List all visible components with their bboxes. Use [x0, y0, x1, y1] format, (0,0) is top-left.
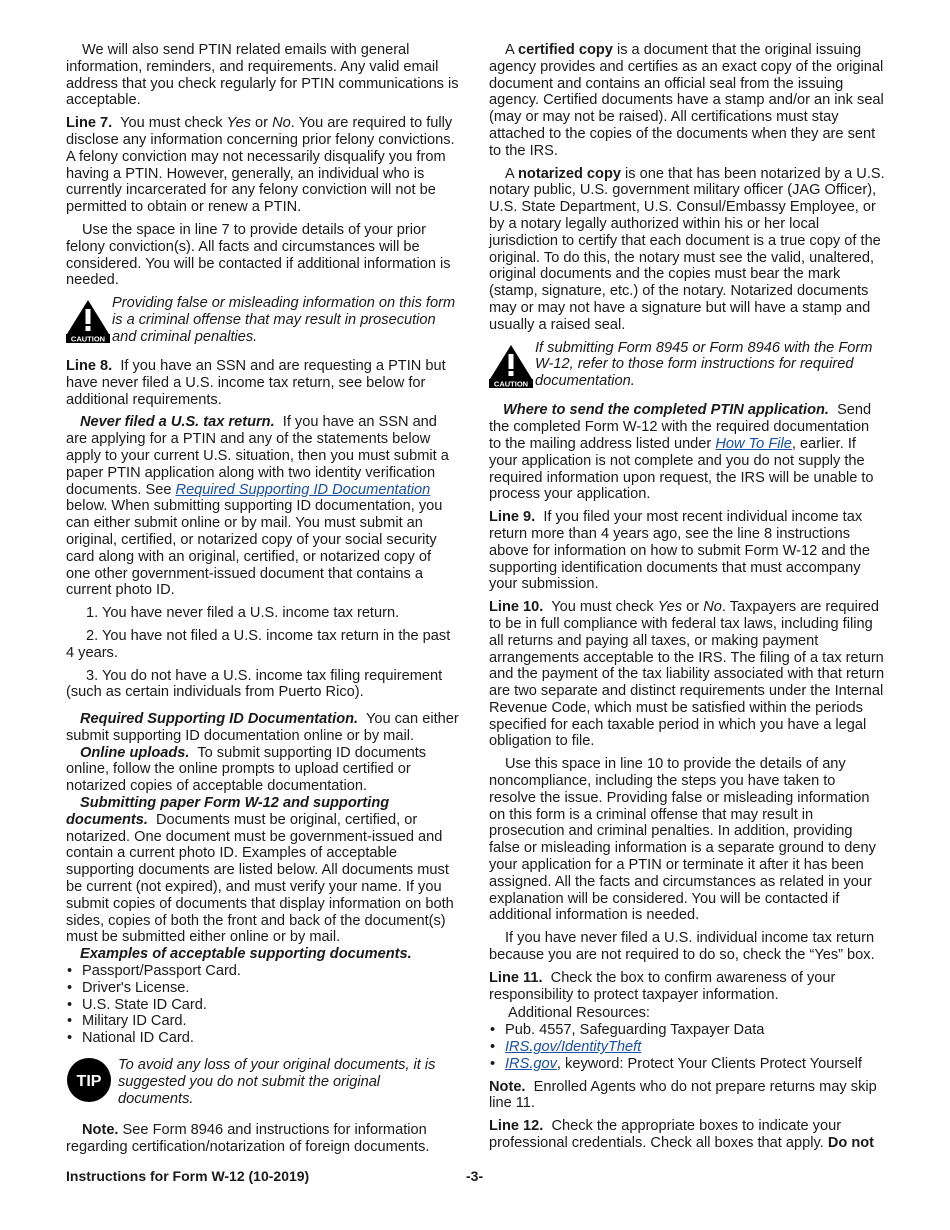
list-item: 3. You do not have a U.S. income tax filing requirement (such as certain individuals from Puerto Rico).: [66, 667, 443, 701]
list-item: • National ID Card.: [66, 1030, 459, 1047]
notarized-copy-paragraph: A notarized copy is one that has been notarized by a U.S. notary public, U.S. government military officer (JAG Officer), U.S. State Department, U.S. Consul/Embassy Employee, or by a notary legally authorized within his or her local jurisdiction to certify that each document is a true copy of the original. To do this, the notary must see the valid, unaltered, original documents and the copies must bear the mark (stamp, signature, etc.) of the notary. Notarized documents may or may not have a signature but will have a stamp and usually a raised seal.: [489, 165, 885, 333]
right-column: [489, 42, 885, 1158]
svg-text:CAUTION: CAUTION: [70, 334, 106, 344]
list-item: [489, 1039, 885, 1056]
line-11-paragraph: Line 11. Check the box to confirm awareness of your responsibility to protect taxpayer information.: [489, 969, 836, 1003]
where-to-send-paragraph: Where to send the completed PTIN application. Send the completed Form W-12 with the required documentation to the mailing address listed under How To File, earlier. If your application is not complete and you do not supply the required information upon request, the IRS will be unable to process your application.: [489, 402, 874, 503]
required-supporting-id-link[interactable]: Required Supporting ID Documentation: [175, 481, 431, 498]
line-7-space-paragraph: Use the space in line 7 to provide details of your prior felony conviction(s). All facts and circumstances will be considered. You will be contacted if additional information is needed.: [66, 221, 451, 289]
line-10-paragraph: Line 10. You must check Yes or No. Taxpayers are required to be in full compliance with federal tax laws, including filing all returns and paying all taxes, or making payment arrangements acceptable to the IRS. The filing of a tax return and the payment of the tax liability associated with that return are two separate and distinct requirements under the Internal Revenue Code, which must be satisfied within the periods specified for each taxable period in which you have a legal obligation to file.: [489, 599, 885, 750]
caution-text: Providing false or misleading information on this form is a criminal offense that may result in prosecution and criminal penalties.: [112, 295, 456, 345]
line-7-paragraph: Line 7. You must check Yes or No. You are required to fully disclose any information concerning prior felony convictions. A felony conviction may not necessarily disqualify you from having a PTIN. However, generally, an individual who is currently incarcerated for any felony conviction will not be permitted to obtain or renew a PTIN.: [66, 115, 455, 216]
tip-box: [66, 1057, 459, 1108]
footer-title: Instructions for Form W-12 (10-2019): [66, 1168, 310, 1184]
list-item: • U.S. State ID Card.: [66, 997, 459, 1014]
list-item: • Passport/Passport Card.: [66, 963, 459, 980]
list-item: 1. You have never filed a U.S. income tax return.: [86, 605, 400, 622]
caution-box: [489, 340, 885, 393]
list-item: • IRS.gov, keyword: Protect Your Clients Protect Yourself: [489, 1056, 885, 1073]
tip-icon: [66, 1057, 118, 1108]
note-paragraph: Note. Enrolled Agents who do not prepare returns may skip line 11.: [489, 1078, 877, 1112]
svg-text:TIP: TIP: [76, 1073, 102, 1091]
certified-copy-paragraph: A certified copy is a document that the original issuing agency provides and certifies as an exact copy of the original document and contains an official seal from the issuing agency. Certified documents have a stamp and/or an ink seal (may or may not be raised). All certifications must stay attached to the copies of the documents when they are sent to the IRS.: [489, 42, 884, 159]
list-item: 2. You have not filed a U.S. income tax return in the past 4 years.: [66, 627, 451, 661]
line-9-paragraph: Line 9. If you filed your most recent individual income tax return more than 4 years ago, see the line 8 instructions above for information on how to submit Form W-12 and the supporting identification documents that must accompany your submission.: [489, 509, 870, 593]
left-column: [66, 42, 459, 1161]
svg-text:CAUTION: CAUTION: [493, 379, 529, 388]
caution-box: [66, 295, 459, 348]
tip-text: To avoid any loss of your original documents, it is suggested you do not submit the original documents.: [118, 1057, 436, 1107]
caution-text: If submitting Form 8945 or Form 8946 with the Form W-12, refer to those form instructions for required documentation.: [535, 339, 873, 390]
list-item: • Pub. 4557, Safeguarding Taxpayer Data: [489, 1022, 885, 1039]
emails-paragraph: We will also send PTIN related emails with general information, reminders, and requirements. Any valid email address that you check regularly for PTIN communications is acceptable.: [66, 42, 459, 109]
page-number: -3-: [466, 1168, 484, 1184]
paper-submission-paragraph: Submitting paper Form W-12 and supporting documents. Documents must be original, certified, or notarized. One document must be government-issued and contain a current photo ID. Examples of acceptable supporting documents are listed below. All documents must be current (not expired), and must verify your name. If you submit copies of documents that display information on both sides, copies of both the front and back of the document(s) must be submitted either online or by mail.: [66, 795, 454, 946]
line-10-space-paragraph: Use this space in line 10 to provide the details of any noncompliance, including the steps you have taken to resolve the issue. Providing false or misleading information on this form is a criminal offense that may result in prosecution and criminal penalties. In addition, providing false or misleading information is a separate ground to deny your application for a PTIN or terminate it after it has been assigned. All the facts and circumstances as related in your explanation will be considered. You will be contacted if additional information is needed.: [489, 756, 876, 924]
list-item: • Driver's License.: [66, 980, 459, 997]
how-to-file-link[interactable]: How To File: [715, 435, 792, 452]
examples-heading: Examples of acceptable supporting documents.: [80, 946, 412, 963]
additional-resources-heading: Additional Resources:: [508, 1005, 650, 1022]
note-paragraph: Note. See Form 8946 and instructions for information regarding certification/notarization of foreign documents.: [66, 1121, 430, 1155]
list-item: • Military ID Card.: [66, 1013, 459, 1030]
line-12-paragraph: Line 12. Check the appropriate boxes to indicate your professional credentials. Check all boxes that apply. Do not: [489, 1118, 875, 1152]
online-uploads-paragraph: Online uploads. To submit supporting ID documents online, follow the online prompts to upload certified or notarized copies of acceptable documentation.: [66, 744, 427, 795]
line-8-paragraph: Line 8. If you have an SSN and are requesting a PTIN but have never filed a U.S. income tax return, see below for additional requirements.: [66, 357, 446, 408]
examples-list: [66, 963, 459, 1047]
irs-gov-link[interactable]: IRS.gov: [505, 1055, 557, 1072]
caution-icon: [489, 344, 535, 393]
required-id-paragraph: Required Supporting ID Documentation. You can either submit supporting ID documentation online or by mail.: [66, 711, 459, 744]
resources-list: [489, 1022, 885, 1072]
never-filed-paragraph: Never filed a U.S. tax return. If you have an SSN and are applying for a PTIN and any of the statements below apply to your current U.S. situation, then you must submit a paper PTIN application along with two identity verification documents. See Required Supporting ID Documentation below. When submitting supporting ID documentation, you can either submit online or by mail. You must submit an original, certified, or notarized copy of your social security card along with an original, certified, or notarized copy of one other government-issued document that contains a current photo ID.: [66, 414, 449, 599]
caution-icon: [66, 299, 112, 348]
identity-theft-link[interactable]: IRS.gov/IdentityTheft: [505, 1039, 642, 1056]
never-filed-check-paragraph: If you have never filed a U.S. individual income tax return because you are not required to do so, check the “Yes” box.: [489, 930, 875, 964]
